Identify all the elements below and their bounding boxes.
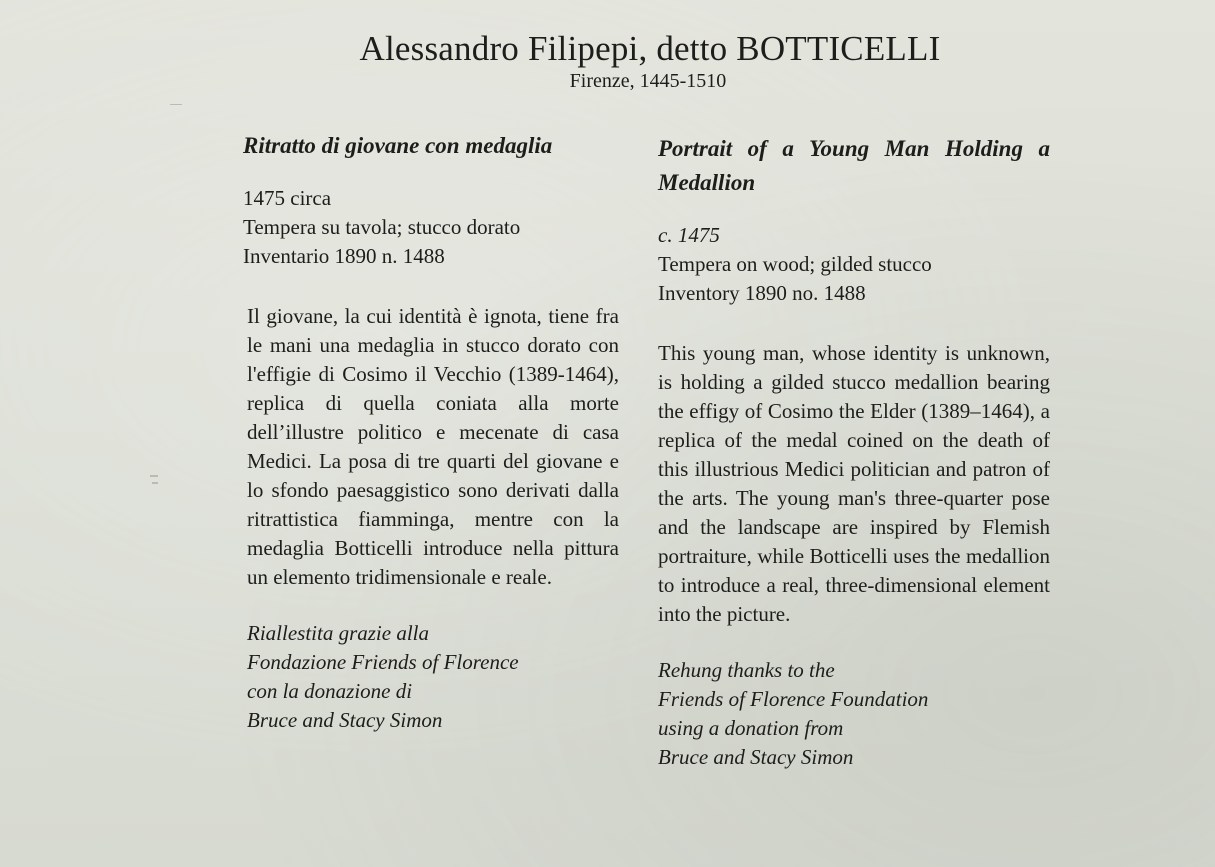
english-credit-line: using a donation from <box>658 716 844 740</box>
english-credit-line: Rehung thanks to the <box>658 658 835 682</box>
italian-credit-line: con la donazione di <box>247 679 413 703</box>
italian-date: 1475 circa <box>243 186 332 210</box>
english-credit <box>658 656 1050 772</box>
wall-mark <box>170 104 182 105</box>
english-credit-line: Bruce and Stacy Simon <box>658 745 854 769</box>
english-column <box>658 132 1050 772</box>
italian-credit-line: Bruce and Stacy Simon <box>247 708 443 732</box>
artist-origin: Firenze, 1445-1510 <box>569 70 727 92</box>
italian-column <box>243 129 619 735</box>
italian-artwork-title: Ritratto di giovane con medaglia <box>243 133 553 158</box>
english-inventory: Inventory 1890 no. 1488 <box>658 281 866 305</box>
italian-credit-line: Fondazione Friends of Florence <box>247 650 519 674</box>
english-description: This young man, whose identity is unknown, is holding a gilded stucco medallion bearing the effigy of Cosimo the Elder (1389–1464), a replica of the medal coined on the death of this illustrious Medici politician and patron of the arts. The young man's three-quarter pose and the landscape are inspired by Flemish portraiture, while Botticelli uses the medallion to introduce a real, three-dimensional element into the picture. <box>658 341 1050 626</box>
english-credit-line: Friends of Florence Foundation <box>658 687 929 711</box>
wall-mark <box>150 475 158 477</box>
italian-inventory: Inventario 1890 n. 1488 <box>243 244 445 268</box>
english-date: c. 1475 <box>658 223 720 247</box>
english-medium: Tempera on wood; gilded stucco <box>658 252 932 276</box>
italian-credit-line: Riallestita grazie alla <box>247 621 429 645</box>
wall-mark <box>152 482 158 484</box>
italian-details <box>243 184 619 271</box>
english-artwork-title: Portrait of a Young Man Holding a Medallion <box>658 136 1050 195</box>
english-details <box>658 221 1050 308</box>
italian-medium: Tempera su tavola; stucco dorato <box>243 215 521 239</box>
artist-name: Alessandro Filipepi, detto BOTTICELLI <box>359 29 941 68</box>
italian-credit <box>243 619 619 735</box>
italian-description: Il giovane, la cui identità è ignota, tiene fra le mani una medaglia in stucco dorato con l'effigie di Cosimo il Vecchio (1389-1464), replica di quella coniata alla morte dell’illustre politico e mecenate di casa Medici. La posa di tre quarti del giovane e lo sfondo paesaggistico sono derivati dalla ritrattistica fiamminga, mentre con la medaglia Botticelli introduce nella pittura un elemento tridimensionale e reale. <box>247 304 619 589</box>
